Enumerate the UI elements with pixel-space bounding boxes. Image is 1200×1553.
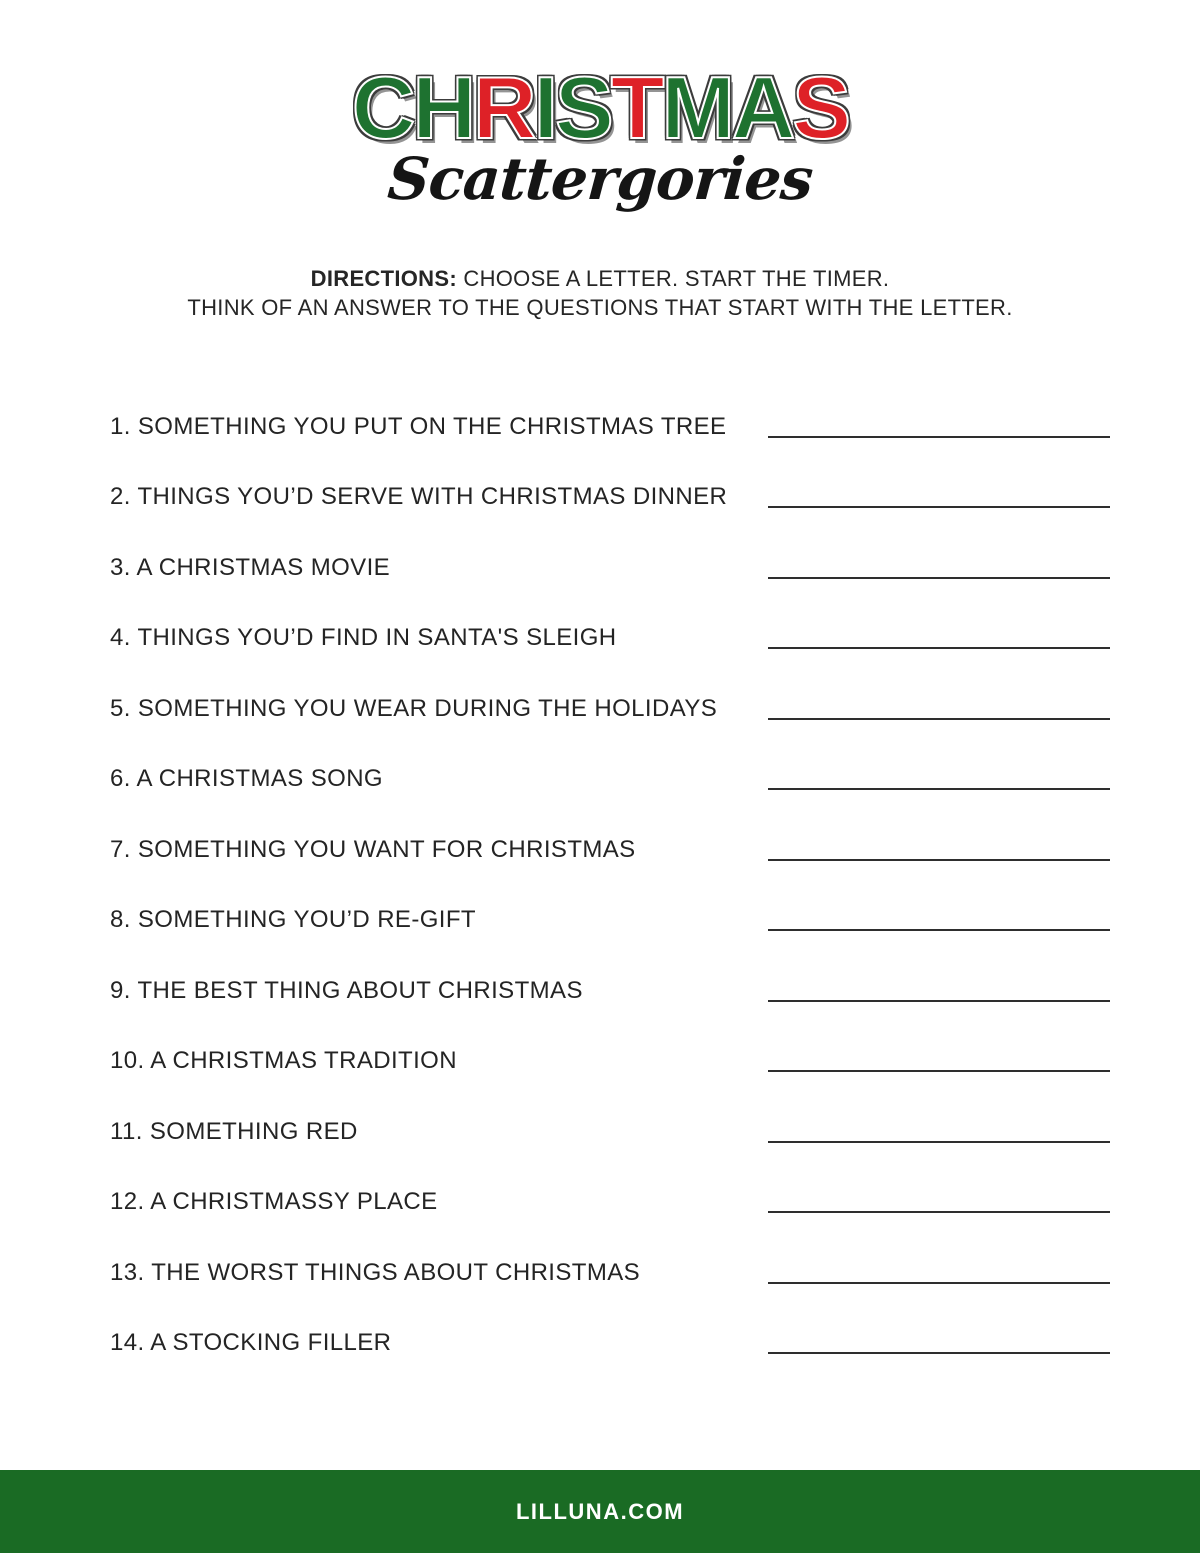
title-subtitle: Scattergories — [385, 145, 815, 213]
directions-line1 — [0, 264, 1200, 293]
question-row — [110, 414, 1110, 440]
question-row — [110, 555, 1110, 581]
footer — [0, 1470, 1200, 1553]
answer-blank-line — [768, 929, 1110, 931]
question-row — [110, 1119, 1110, 1145]
answer-blank-line — [768, 1000, 1110, 1002]
answer-blank-line — [768, 718, 1110, 720]
answer-blank-line — [768, 1282, 1110, 1284]
title-letter: R — [473, 58, 534, 157]
question-row — [110, 837, 1110, 863]
question-label: 14. A STOCKING FILLER — [110, 1329, 392, 1357]
answer-blank-line — [768, 1141, 1110, 1143]
questions-list — [110, 414, 1110, 1357]
title-letter: H — [412, 58, 474, 157]
question-row — [110, 1189, 1110, 1215]
answer-blank-line — [768, 859, 1110, 861]
answer-blank-line — [768, 647, 1110, 649]
title-letter: M — [661, 58, 732, 157]
directions-line2: THINK OF AN ANSWER TO THE QUESTIONS THAT START WITH THE LETTER. — [187, 294, 1013, 320]
footer-site-text: LILLUNA.COM — [515, 1498, 685, 1524]
question-label: 12. A CHRISTMASSY PLACE — [110, 1188, 438, 1216]
answer-blank-line — [768, 436, 1110, 438]
question-row — [110, 1260, 1110, 1286]
question-label: 13. THE WORST THINGS ABOUT CHRISTMAS — [110, 1258, 641, 1286]
question-label: 11. SOMETHING RED — [110, 1117, 358, 1145]
answer-blank-line — [768, 788, 1110, 790]
question-label: 6. A CHRISTMAS SONG — [110, 765, 383, 793]
question-label: 8. SOMETHING YOU’D RE-GIFT — [110, 906, 476, 934]
directions — [0, 264, 1200, 322]
directions-line1-rest: CHOOSE A LETTER. START THE TIMER. — [456, 265, 890, 291]
question-row — [110, 625, 1110, 651]
title-letter: S — [792, 58, 849, 157]
header — [0, 0, 1200, 212]
question-label: 1. SOMETHING YOU PUT ON THE CHRISTMAS TREE — [110, 412, 727, 440]
question-row — [110, 484, 1110, 510]
answer-blank-line — [768, 577, 1110, 579]
answer-blank-line — [768, 1211, 1110, 1213]
question-label: 10. A CHRISTMAS TRADITION — [110, 1047, 457, 1075]
answer-blank-line — [768, 506, 1110, 508]
question-label: 4. THINGS YOU’D FIND IN SANTA'S SLEIGH — [110, 624, 617, 652]
question-label: 7. SOMETHING YOU WANT FOR CHRISTMAS — [110, 835, 636, 863]
answer-blank-line — [768, 1352, 1110, 1354]
title-letter: A — [731, 58, 793, 157]
question-label: 2. THINGS YOU’D SERVE WITH CHRISTMAS DINNER — [110, 483, 728, 511]
question-label: 5. SOMETHING YOU WEAR DURING THE HOLIDAYS — [110, 694, 718, 722]
title-letter: T — [610, 58, 662, 157]
title-letter: C — [351, 58, 413, 157]
title-word — [351, 58, 849, 157]
title-letter: I — [533, 58, 556, 157]
title-letter: S — [555, 58, 611, 157]
question-label: 9. THE BEST THING ABOUT CHRISTMAS — [110, 976, 583, 1004]
question-row — [110, 696, 1110, 722]
question-row — [110, 978, 1110, 1004]
answer-blank-line — [768, 1070, 1110, 1072]
question-row — [110, 1330, 1110, 1356]
question-row — [110, 907, 1110, 933]
question-label: 3. A CHRISTMAS MOVIE — [110, 553, 391, 581]
directions-label: DIRECTIONS: — [310, 265, 457, 291]
question-row — [110, 766, 1110, 792]
question-row — [110, 1048, 1110, 1074]
